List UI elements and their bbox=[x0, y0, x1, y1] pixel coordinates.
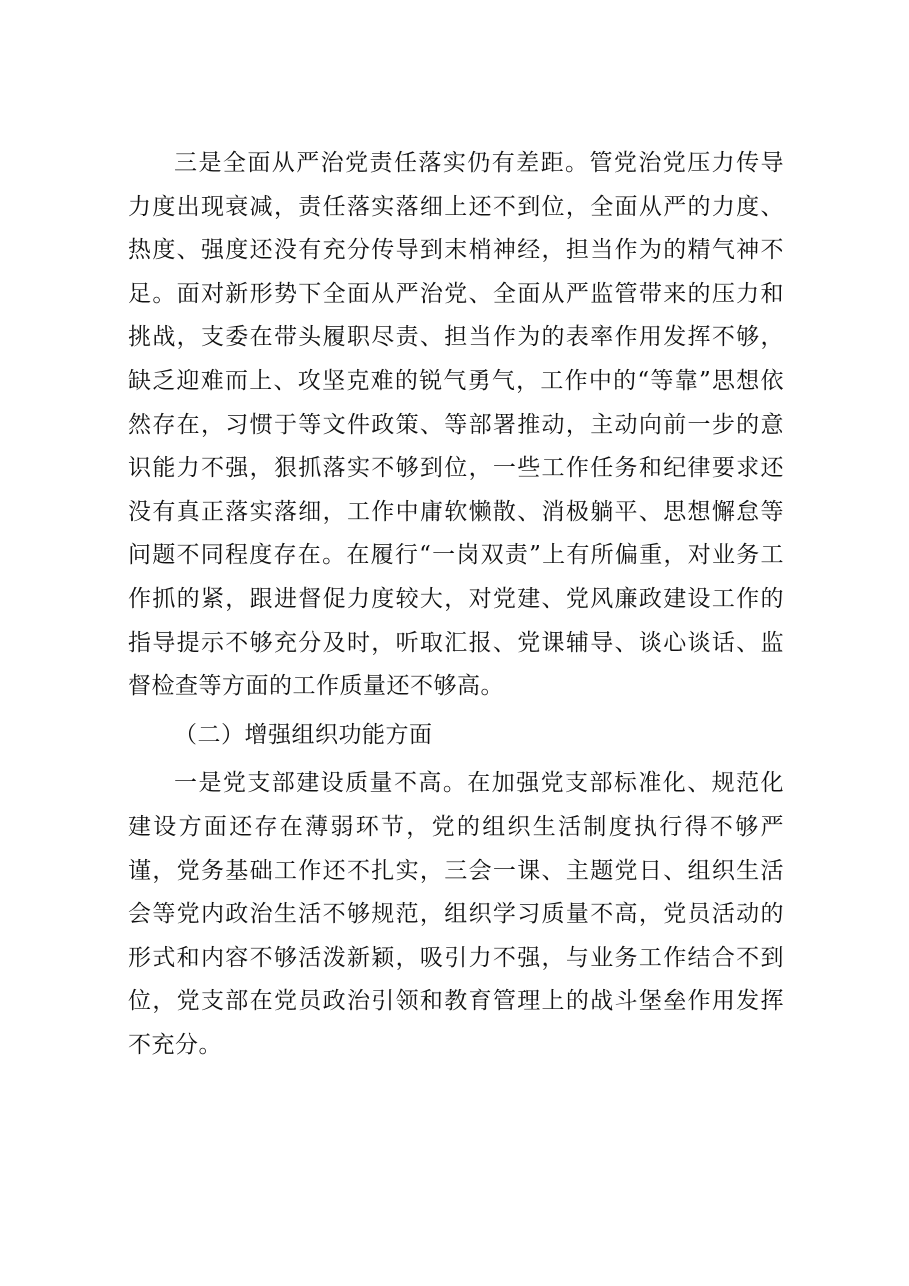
document-body bbox=[128, 142, 784, 1067]
paragraph-responsibility-gap: 三是全面从严治党责任落实仍有差距。管党治党压力传导力度出现衰减，责任落实落细上还不到位，全面从严的力度、热度、强度还没有充分传导到末梢神经，担当作为的精气神不足。面对新形势下全面从严治党、全面从严监管带来的压力和挑战，支委在带头履职尽责、担当作为的表率作用发挥不够，缺乏迎难而上、攻坚克难的锐气勇气，工作中的“等靠”思想依然存在，习惯于等文件政策、等部署推动，主动向前一步的意识能力不强，狠抓落实不够到位，一些工作任务和纪律要求还没有真正落实落细，工作中庸软懒散、消极躺平、思想懈怠等问题不同程度存在。在履行“一岗双责”上有所偏重，对业务工作抓的紧，跟进督促力度较大，对党建、党风廉政建设工作的指导提示不够充分及时，听取汇报、党课辅导、谈心谈话、监督检查等方面的工作质量还不够高。 bbox=[128, 150, 784, 700]
section-heading-organization: （二）增强组织功能方面 bbox=[174, 721, 433, 748]
paragraph-branch-construction: 一是党支部建设质量不高。在加强党支部标准化、规范化建设方面还存在薄弱环节，党的组织生活制度执行得不够严谨，党务基础工作还不扎实，三会一课、主题党日、组织生活会等党内政治生活不够规范，组织学习质量不高，党员活动的形式和内容不够活泼新颖，吸引力不强，与业务工作结合不到位，党支部在党员政治引领和教育管理上的战斗堡垒作用发挥不充分。 bbox=[128, 770, 784, 1058]
